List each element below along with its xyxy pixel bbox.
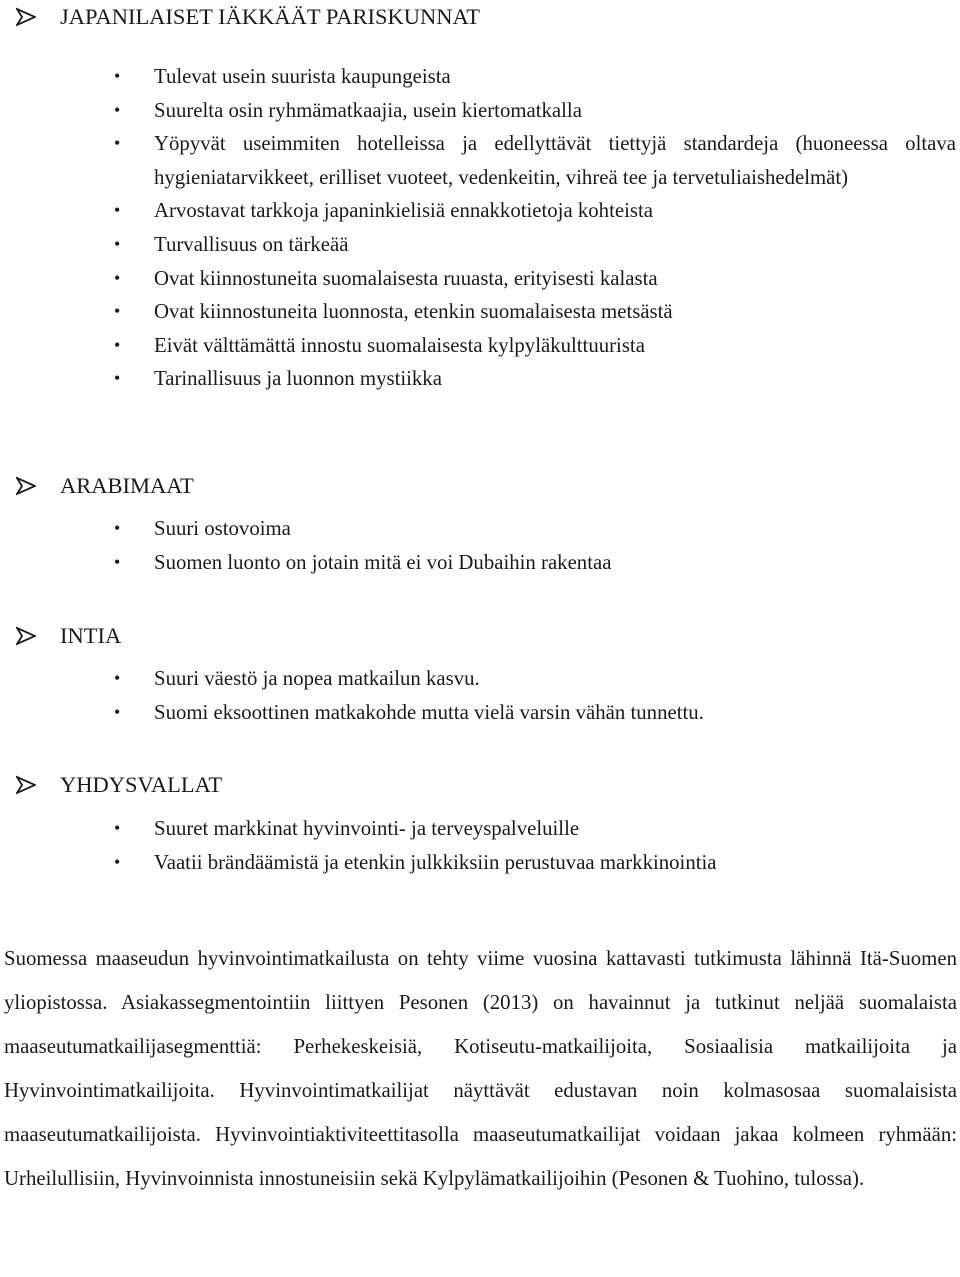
section-heading-arab bbox=[16, 469, 194, 503]
section-title: YHDYSVALLAT bbox=[60, 772, 223, 797]
section-heading-india bbox=[16, 619, 121, 653]
list-item: • Suuret markkinat hyvinvointi- ja terveyspalveluille bbox=[0, 812, 960, 846]
list-item: • Suuri ostovoima bbox=[0, 512, 960, 546]
list-item: • Suomi eksoottinen matkakohde mutta vielä varsin vähän tunnettu. bbox=[0, 696, 960, 730]
list-item: • Suomen luonto on jotain mitä ei voi Dubaihin rakentaa bbox=[0, 546, 960, 580]
arrow-bullet-icon bbox=[16, 775, 36, 795]
section-heading-japan bbox=[16, 0, 480, 34]
section-title: INTIA bbox=[60, 623, 122, 648]
list-item: • Ovat kiinnostuneita luonnosta, etenkin suomalaisesta metsästä bbox=[0, 295, 960, 329]
list-item: • Suuri väestö ja nopea matkailun kasvu. bbox=[0, 662, 960, 696]
section-title: JAPANILAISET IÄKKÄÄT PARISKUNNAT bbox=[60, 4, 481, 29]
list-item: • Vaatii brändäämistä ja etenkin julkkiksiin perustuvaa markkinointia bbox=[0, 846, 960, 880]
list-item: • Turvallisuus on tärkeää bbox=[0, 228, 960, 262]
list-item: • Tulevat usein suurista kaupungeista bbox=[0, 60, 960, 94]
bullet-list-japan bbox=[0, 60, 960, 396]
arrow-bullet-icon bbox=[16, 476, 36, 496]
arrow-bullet-icon bbox=[16, 626, 36, 646]
list-item: • Suurelta osin ryhmämatkaajia, usein kiertomatkalla bbox=[0, 94, 960, 128]
list-item: • Eivät välttämättä innostu suomalaisesta kylpyläkulttuurista bbox=[0, 329, 960, 363]
list-item: • Arvostavat tarkkoja japaninkielisiä ennakkotietoja kohteista bbox=[0, 194, 960, 228]
list-item: • Tarinallisuus ja luonnon mystiikka bbox=[0, 362, 960, 396]
section-heading-usa bbox=[16, 768, 222, 802]
list-item: • Yöpyvät useimmiten hotelleissa ja edellyttävät tiettyjä standardeja (huoneessa oltava hygieniatarvikkeet, erilliset vuoteet, vedenkeitin, vihreä tee ja tervetuliaishedelmät) bbox=[0, 127, 960, 194]
body-paragraph: Suomessa maaseudun hyvinvointimatkailusta on tehty viime vuosina kattavasti tutkimusta lähinnä Itä-Suomen yliopistossa. Asiakassegmentointiin liittyen Pesonen (2013) on havainnut ja tutkinut neljää suomalaista maaseutumatkailijasegmenttiä: Perhekeskeisiä, Kotiseutu-matkailijoita, Sosiaalisia matkailijoita ja Hyvinvointimatkailijoita. Hyvinvointimatkailijat näyttävät edustavan noin kolmasosaa suomalaisista maaseutumatkailijoista. Hyvinvointiaktiviteettitasolla maaseutumatkailijat voidaan jakaa kolmeen ryhmään: Urheilullisiin, Hyvinvoinnista innostuneisiin sekä Kylpylämatkailijoihin (Pesonen & Tuohino, tulossa). bbox=[4, 947, 957, 1190]
bullet-list-usa bbox=[0, 812, 960, 879]
bullet-list-india bbox=[0, 662, 960, 729]
bullet-list-arab bbox=[0, 512, 960, 579]
list-item: • Ovat kiinnostuneita suomalaisesta ruuasta, erityisesti kalasta bbox=[0, 262, 960, 296]
arrow-bullet-icon bbox=[16, 7, 36, 27]
section-title: ARABIMAAT bbox=[60, 473, 194, 498]
